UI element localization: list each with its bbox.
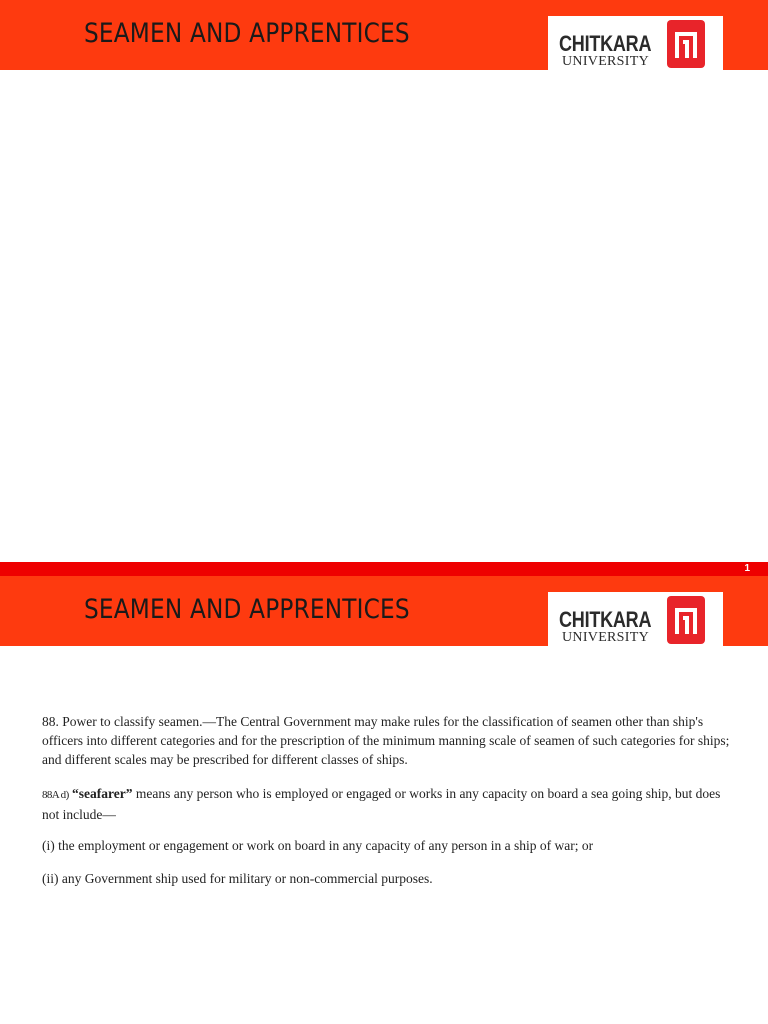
- logo-subtitle: UNIVERSITY: [562, 630, 649, 645]
- logo-wordmark: CHITKARA: [559, 607, 652, 632]
- seafarer-definition: [42, 784, 732, 824]
- chitkara-logo-icon: [667, 20, 705, 68]
- slide-header: [0, 576, 768, 646]
- slide-body: [42, 712, 732, 888]
- section-88-paragraph: 88. Power to classify seamen.—The Central Government may make rules for the classification of seamen other than ship's officers into different categories and for the prescription of the minimum manning scale of seamen of such categories for ships; and different scales may be prescribed for different classes of ships.: [42, 714, 730, 767]
- definition-text: means any person who is employed or engaged or works in any capacity on board a sea going ship, but does not include—: [42, 786, 721, 822]
- logo-wordmark: CHITKARA: [559, 31, 652, 56]
- exclusion-item-2: (ii) any Government ship used for military or non-commercial purposes.: [42, 871, 433, 886]
- page-divider: [0, 562, 768, 576]
- section-reference: 88A d): [42, 789, 69, 801]
- university-logo: [548, 16, 723, 70]
- logo-subtitle: UNIVERSITY: [562, 54, 649, 69]
- slide-title: SEAMEN AND APPRENTICES: [84, 594, 410, 625]
- page-number: 1: [744, 563, 750, 574]
- defined-term: “seafarer”: [72, 786, 133, 801]
- slide-header: [0, 0, 768, 70]
- university-logo: [548, 592, 723, 646]
- chitkara-logo-icon: [667, 596, 705, 644]
- exclusion-item-1: (i) the employment or engagement or work on board in any capacity of any person in a ship of war; or: [42, 838, 594, 853]
- slide-2: [0, 576, 768, 1024]
- slide-title: SEAMEN AND APPRENTICES: [84, 18, 410, 49]
